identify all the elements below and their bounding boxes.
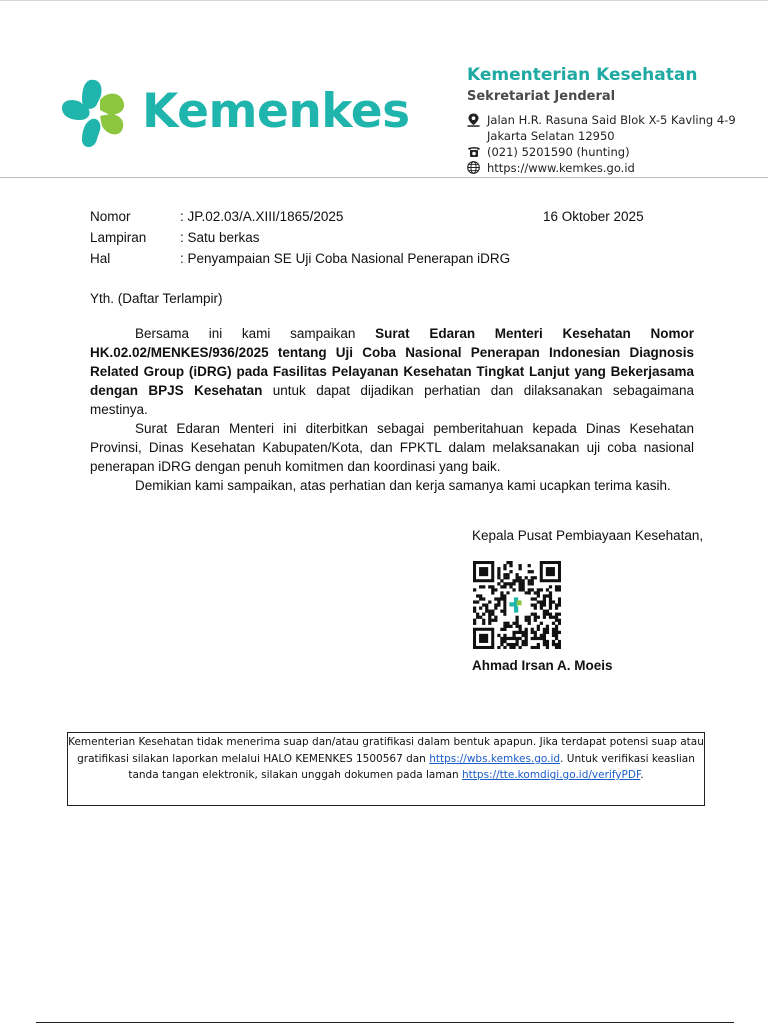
circular-reference: Surat Edaran Menteri Kesehatan Nomor HK.02.02/MENKES/936/2025 tentang Uji Coba Nasional Penerapan Indonesian Diagnosis Related Group (iDRG) pada Fasilitas Pelayanan Kesehatan Tingkat Lanjut yang Bekerjasama dengan BPJS Kesehatan xyxy=(90,326,694,398)
lampiran-row xyxy=(90,227,510,248)
footer-rule xyxy=(36,1022,734,1023)
nomor-label: Nomor xyxy=(90,209,131,224)
ministry-name: Kementerian Kesehatan xyxy=(467,65,698,85)
kemenkes-logo xyxy=(60,76,410,156)
unit-name: Sekretariat Jenderal xyxy=(467,89,616,104)
notice-text-3: . xyxy=(640,769,644,781)
letter-meta xyxy=(90,206,510,269)
location-pin-icon xyxy=(467,113,480,127)
notice-text-1: Kementerian Kesehatan tidak menerima suap dan/atau gratifikasi dalam bentuk apapun. Jika terdapat potensi suap atau gratifikasi silakan laporkan melalui HALO KEMENKES 1500567 dan xyxy=(68,736,704,765)
signer-position: Kepala Pusat Pembiayaan Kesehatan, xyxy=(472,528,704,543)
logo-wordmark: Kemenkes xyxy=(142,84,410,139)
address-row xyxy=(467,112,757,144)
hal-row xyxy=(90,248,510,269)
verify-pdf-link[interactable]: https://tte.komdigi.go.id/verifyPDF xyxy=(462,769,641,781)
hal-label: Hal xyxy=(90,251,111,266)
signer-name: Ahmad Irsan A. Moeis xyxy=(472,658,613,673)
recipient: Yth. (Daftar Terlampir) xyxy=(90,291,223,306)
letterhead-divider xyxy=(0,177,768,178)
letterhead-info xyxy=(467,63,757,176)
kemenkes-emblem-icon xyxy=(60,76,130,152)
anti-gratification-notice xyxy=(67,732,705,806)
address-line-2: Jakarta Selatan 12950 xyxy=(487,129,615,143)
lampiran-label: Lampiran xyxy=(90,230,147,245)
qr-code[interactable] xyxy=(473,561,561,649)
signature-qr-icon xyxy=(473,561,561,649)
nomor-row xyxy=(90,206,510,227)
hal-value: : Penyampaian SE Uji Coba Nasional Penerapan iDRG xyxy=(180,251,511,266)
website-url[interactable]: https://www.kemkes.go.id xyxy=(487,161,635,175)
paragraph-1-start: Bersama ini kami sampaikan xyxy=(135,326,376,341)
phone-row xyxy=(467,144,757,160)
nomor-value: : JP.02.03/A.XIII/1865/2025 xyxy=(180,209,344,224)
paragraph-2: Surat Edaran Menteri ini diterbitkan sebagai pemberitahuan kepada Dinas Kesehatan Provinsi, Dinas Kesehatan Kabupaten/Kota, dan FPKTL dalam melaksanakan uji coba nasional penerapan iDRG dengan penuh komitmen dan koordinasi yang baik. xyxy=(90,421,694,474)
letter-date: 16 Oktober 2025 xyxy=(543,209,644,224)
paragraph-1-end: untuk dapat dijadikan perhatian dan dilaksanakan sebagaimana mestinya. xyxy=(90,383,694,417)
notice-text-2: . Untuk verifikasi keaslian tanda tangan elektronik, silakan unggah dokumen pada laman xyxy=(128,752,695,781)
top-border xyxy=(0,0,768,1)
address-line-1: Jalan H.R. Rasuna Said Blok X-5 Kavling 4-9 xyxy=(487,113,736,127)
paragraph-1 xyxy=(90,324,694,419)
paragraph-3: Demikian kami sampaikan, atas perhatian dan kerja samanya kami ucapkan terima kasih. xyxy=(135,478,671,493)
letter-body xyxy=(90,324,694,495)
globe-icon xyxy=(467,161,480,174)
lampiran-value: : Satu berkas xyxy=(180,230,260,245)
telephone-icon xyxy=(467,145,481,158)
wbs-link[interactable]: https://wbs.kemkes.go.id xyxy=(429,752,561,765)
website-row xyxy=(467,160,757,176)
phone-number: (021) 5201590 (hunting) xyxy=(487,145,630,159)
